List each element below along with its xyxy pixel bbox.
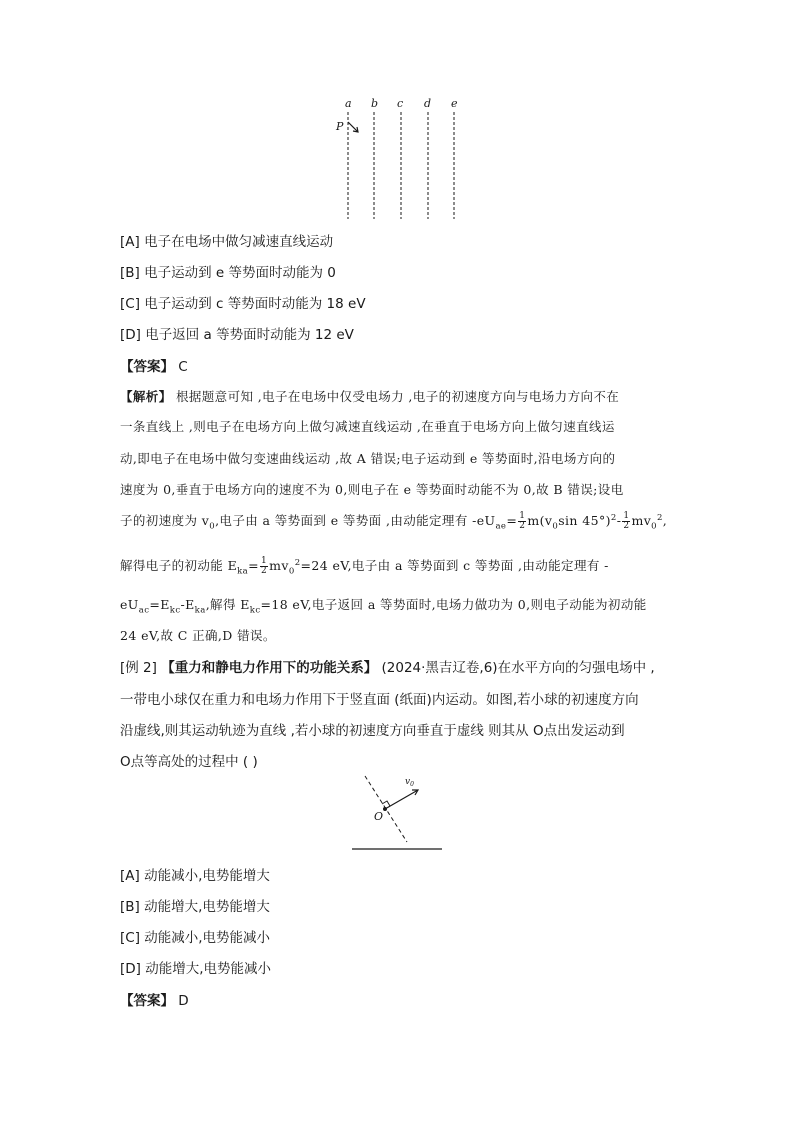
example-2-line-1: [例 2] 【重力和静电力作用下的功能关系】 (2024·黑吉辽卷,6)在水平方向的匀强电场中 , <box>120 660 655 676</box>
example-2-line-4: O点等高处的过程中 ( ) <box>120 754 258 770</box>
line-label-d: d <box>424 97 432 110</box>
line-label-b: b <box>371 97 379 110</box>
option-d-2: [D] 动能增大,电势能减小 <box>120 961 272 977</box>
right-angle-mark <box>382 801 390 806</box>
velocity-arrow <box>348 122 358 132</box>
analysis-line-3: 动,即电子在电场中做匀变速曲线运动 ,故 A 错误;电子运动到 e 等势面时,沿电场方向的 <box>120 451 616 466</box>
option-a-2: [A] 动能减小,电势能增大 <box>120 868 270 884</box>
line-label-a: a <box>345 97 352 110</box>
label-v0: $v_0$ <box>405 777 414 788</box>
line-label-e: e <box>451 97 458 110</box>
example-2-line-2: 一带电小球仅在重力和电场力作用下于竖直面 (纸面)内运动。如图,若小球的初速度方向 <box>120 692 639 708</box>
analysis-line-4: 速度为 0,垂直于电场方向的速度不为 0,则电子在 e 等势面时动能不为 0,故 B 错误;设电 <box>120 482 624 497</box>
point-label-p: P <box>336 120 344 133</box>
example-2-line-3: 沿虚线,则其运动轨迹为直线 ,若小球的初速度方向垂直于虚线 则其从 O点出发运动到 <box>120 723 625 739</box>
option-c-1: [C] 电子运动到 c 等势面时动能为 18 eV <box>120 296 366 312</box>
figure-equipotential <box>330 92 470 222</box>
answer-1: 【答案】 C <box>120 359 188 375</box>
answer-2: 【答案】 D <box>120 993 189 1009</box>
label-o: O <box>374 810 384 823</box>
figure-trajectory <box>345 772 450 854</box>
option-d-1: [D] 电子返回 a 等势面时动能为 12 eV <box>120 327 354 343</box>
initial-velocity-arrow <box>385 790 418 809</box>
option-b-2: [B] 动能增大,电势能增大 <box>120 899 270 915</box>
option-a-1: [A] 电子在电场中做匀减速直线运动 <box>120 234 334 250</box>
line-label-c: c <box>397 97 404 110</box>
analysis-line-2: 一条直线上 ,则电子在电场方向上做匀减速直线运动 ,在垂直于电场方向上做匀速直线运 <box>120 419 615 434</box>
analysis-line-7: $eU_{ac}=E_{kc}-E_{ka}$,解得 $E_{kc}=18$ eV,电子返回 a 等势面时,电场力做功为 0,则电子动能为初动能 <box>120 597 647 616</box>
analysis-line-6: 解得电子的初动能 $E_{ka}=$ $\frac{1}{2}$ $mv_0^2=24$ eV,电子由 a 等势面到 c 等势面 ,由动能定理有 - <box>120 556 609 577</box>
option-b-1: [B] 电子运动到 e 等势面时动能为 0 <box>120 265 336 281</box>
analysis-line-1: 【解析】 根据题意可知 ,电子在电场中仅受电场力 ,电子的初速度方向与电场力方向不在 <box>120 389 620 404</box>
option-c-2: [C] 动能减小,电势能减小 <box>120 930 271 946</box>
analysis-line-8: 24 eV,故 C 正确,D 错误。 <box>120 628 276 643</box>
point-o-dot <box>383 807 387 811</box>
analysis-tag: 【解析】 <box>120 389 172 404</box>
analysis-line-5: 子的初速度为 $v_0$,电子由 a 等势面到 e 等势面 ,由动能定理有 $-eU_{ae}=$ $\frac{1}{2}$ $m(v_0\sin$ 45°)$^2$- $\frac{1}{2}$ $mv_0^2$, <box>120 511 668 532</box>
